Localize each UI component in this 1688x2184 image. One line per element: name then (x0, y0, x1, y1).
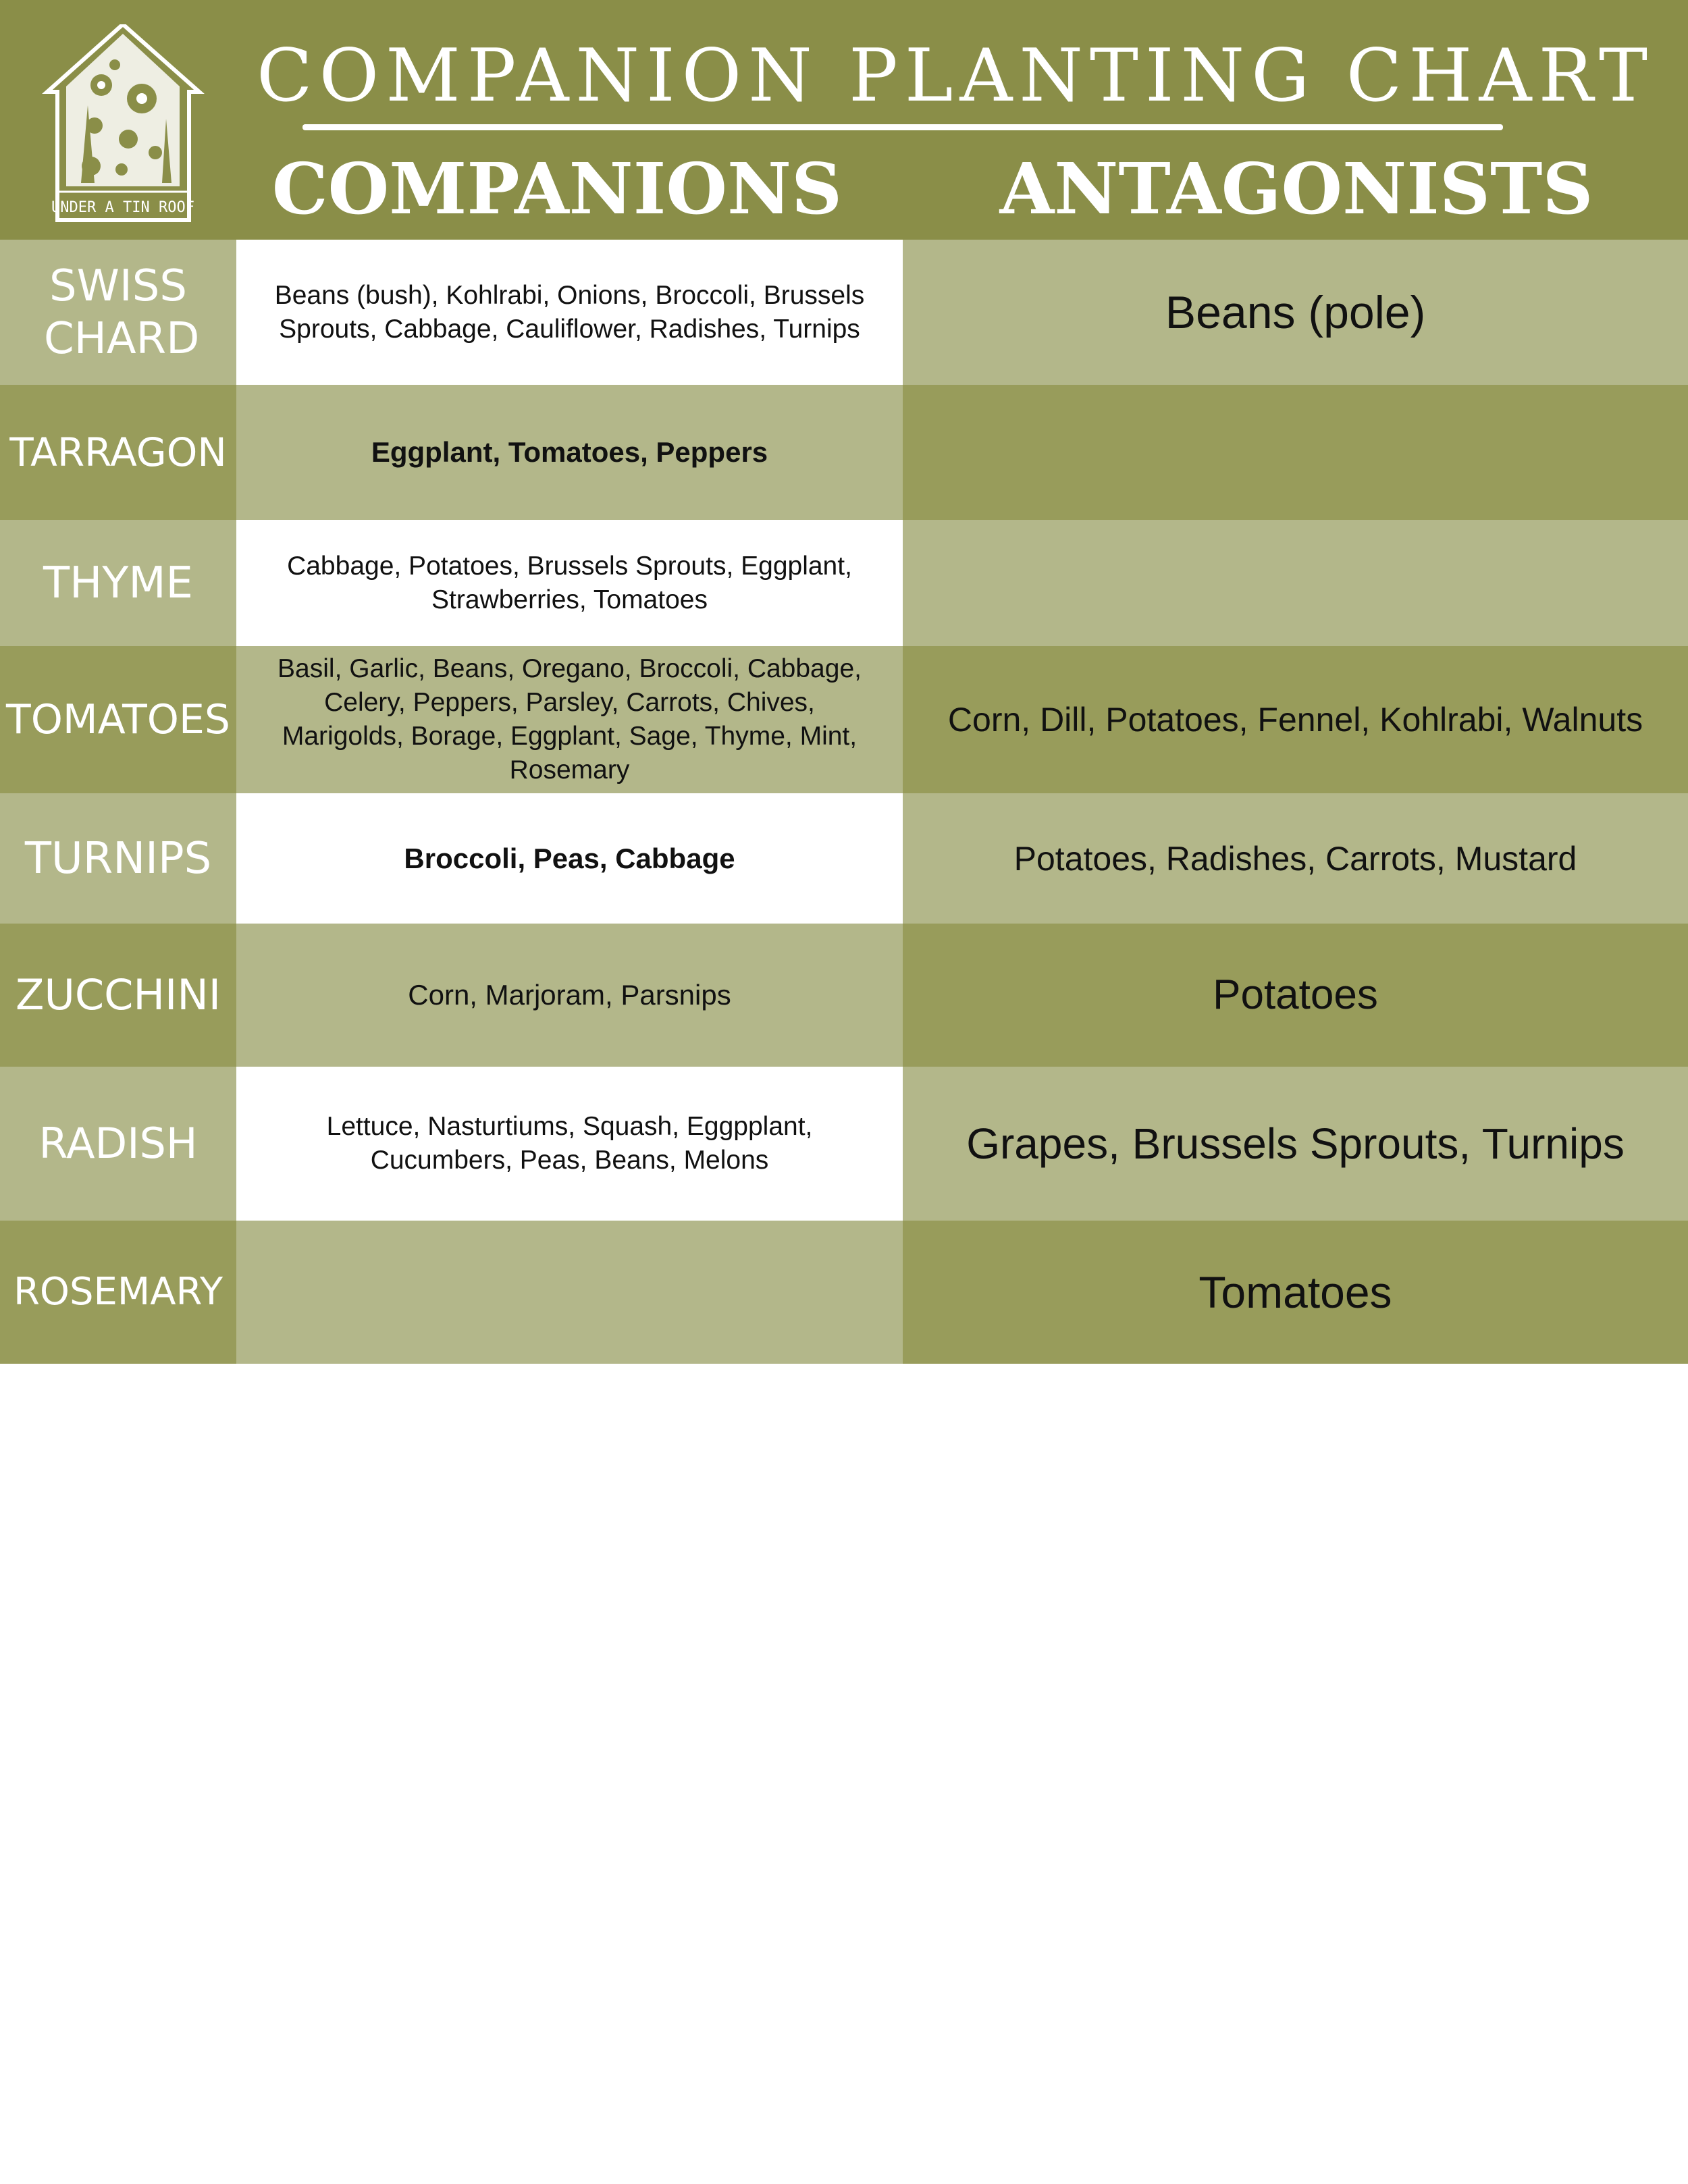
table-row-tomatoes (0, 646, 1688, 793)
antagonists-cell: Grapes, Brussels Sprouts, Turnips (903, 1067, 1688, 1221)
companions-cell: Cabbage, Potatoes, Brussels Sprouts, Eggplant, Strawberries, Tomatoes (236, 520, 903, 646)
plant-label: SWISS CHARD (0, 240, 236, 385)
antagonists-cell: Potatoes (903, 924, 1688, 1067)
house-logo-icon (41, 24, 206, 223)
logo-text: UNDER A TIN ROOF (51, 199, 194, 216)
plant-label: ZUCCHINI (0, 924, 236, 1067)
antagonists-cell: Beans (pole) (903, 240, 1688, 385)
antagonists-cell: Potatoes, Radishes, Carrots, Mustard (903, 793, 1688, 924)
antagonists-cell: Tomatoes (903, 1221, 1688, 1364)
plant-label: TOMATOES (0, 646, 236, 793)
companions-cell: Basil, Garlic, Beans, Oregano, Broccoli, Cabbage, Celery, Peppers, Parsley, Carrots, Chives, Marigolds, Borage, Eggplant, Sage, Thyme, Mint, Rosemary (236, 646, 903, 793)
companions-cell: Broccoli, Peas, Cabbage (236, 793, 903, 924)
antagonists-heading: ANTAGONISTS (999, 147, 1593, 230)
chart-header (0, 0, 1688, 240)
table-row-tarragon (0, 385, 1688, 520)
plant-label: ROSEMARY (0, 1221, 236, 1364)
companions-cell: Lettuce, Nasturtiums, Squash, Eggpplant, Cucumbers, Peas, Beans, Melons (236, 1067, 903, 1221)
companions-cell: Beans (bush), Kohlrabi, Onions, Broccoli, Brussels Sprouts, Cabbage, Cauliflower, Radishes, Turnips (236, 240, 903, 385)
page-title: COMPANION PLANTING CHART (257, 34, 1654, 118)
table-row-rosemary (0, 1221, 1688, 1364)
plant-label: THYME (0, 520, 236, 646)
companions-cell: Eggplant, Tomatoes, Peppers (236, 385, 903, 520)
antagonists-cell: Corn, Dill, Potatoes, Fennel, Kohlrabi, Walnuts (903, 646, 1688, 793)
table-row-thyme (0, 520, 1688, 646)
antagonists-cell (903, 385, 1688, 520)
companions-cell (236, 1221, 903, 1364)
table-row-zucchini (0, 924, 1688, 1067)
companions-cell: Corn, Marjoram, Parsnips (236, 924, 903, 1067)
plant-label: RADISH (0, 1067, 236, 1221)
antagonists-cell (903, 520, 1688, 646)
companions-heading: COMPANIONS (271, 147, 843, 230)
title-divider (302, 124, 1503, 130)
table-row-radish (0, 1067, 1688, 1221)
table-row-swiss-chard (0, 240, 1688, 385)
table-row-turnips (0, 793, 1688, 924)
plant-label: TURNIPS (0, 793, 236, 924)
plant-label: TARRAGON (0, 385, 236, 520)
